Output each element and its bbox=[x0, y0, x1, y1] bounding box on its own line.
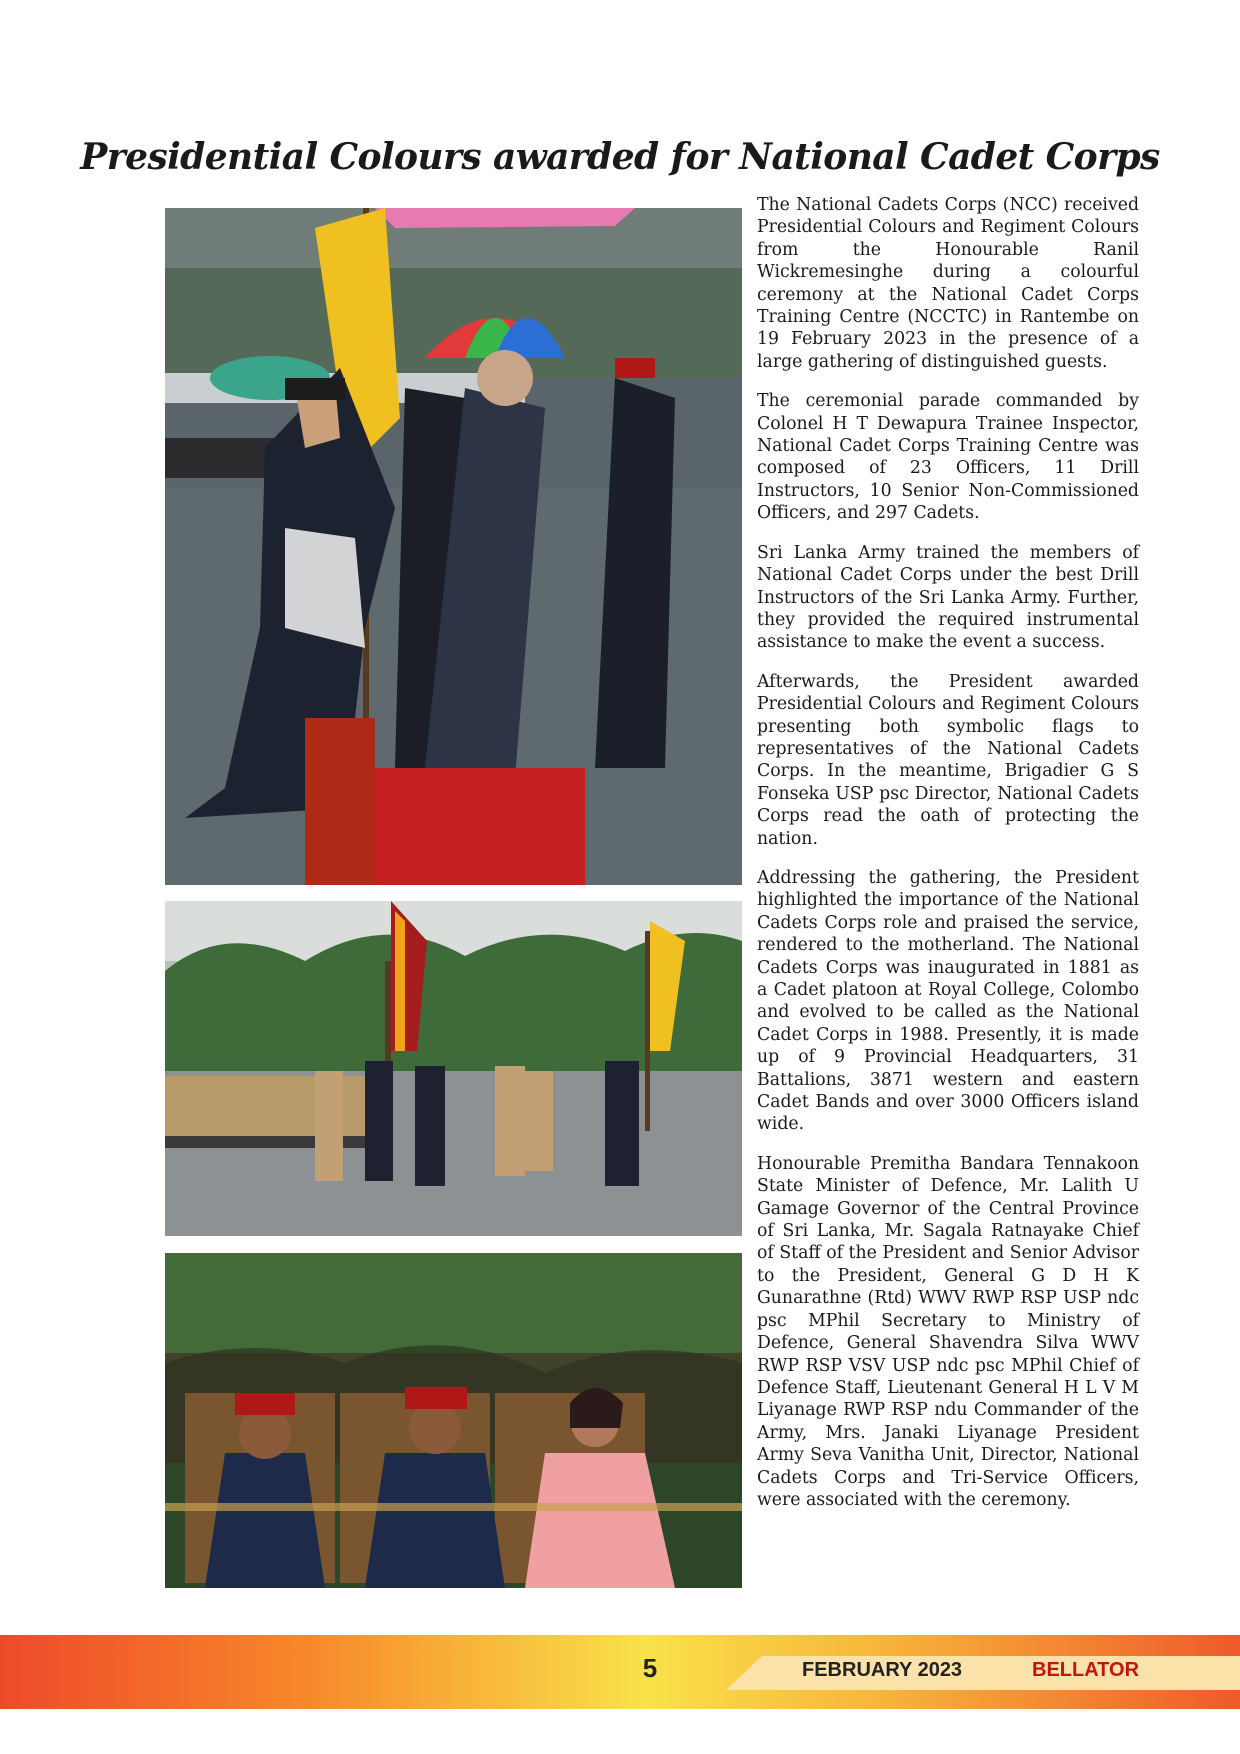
magazine-name: BELLATOR bbox=[1032, 1659, 1140, 1681]
page-footer bbox=[0, 1635, 1240, 1709]
article-paragraph: Addressing the gathering, the President highlighted the importance of the National Cadets Corps role and praised the service, rendered to the motherland. The National Cadets Corps was inaugurated in 1881 as a Cadet platoon at Royal College, Colombo and evolved to be called as the National Cadet Corps in 1988. Presently, it is made up of 9 Provincial Headquarters, 31 Battalions, 3871 western and eastern Cadet Bands and over 3000 Officers island wide. bbox=[757, 867, 1139, 1135]
article-title: Presidential Colours awarded for National Cadet Corps bbox=[80, 136, 1160, 179]
photo-cadets-march bbox=[165, 901, 742, 1236]
article-paragraph: Afterwards, the President awarded Presidential Colours and Regiment Colours presenting both symbolic flags to representatives of the National Cadets Corps. In the meantime, Brigadier G S Fonseka USP psc Director, National Cadets Corps read the oath of protecting the nation. bbox=[757, 671, 1139, 849]
page-number: 5 bbox=[642, 1653, 658, 1683]
article-body bbox=[757, 194, 1139, 1528]
article-paragraph: Honourable Premitha Bandara Tennakoon State Minister of Defence, Mr. Lalith U Gamage Governor of the Central Province of Sri Lanka, Mr. Sagala Ratnayake Chief of Staff of the President and Senior Advisor to the President, General G D H K Gunarathne (Rtd) WWV RWP RSP USP ndc psc MPhil Secretary to Ministry of Defence, General Shavendra Silva WWV RWP RSP VSV USP ndc psc MPhil Chief of Defence Staff, Lieutenant General H L V M Liyanage RWP RSP ndu Commander of the Army, Mrs. Janaki Liyanage President Army Seva Vanitha Unit, Director, National Cadets Corps and Tri-Service Officers, were associated with the ceremony. bbox=[757, 1153, 1139, 1510]
article-paragraph: Sri Lanka Army trained the members of National Cadet Corps under the best Drill Instructors of the Sri Lanka Army. Further, they provided the required instrumental assistance to make the event a success. bbox=[757, 542, 1139, 653]
photo-colours-presentation bbox=[165, 208, 742, 885]
issue-date: FEBRUARY 2023 bbox=[802, 1659, 963, 1681]
article-paragraph: The National Cadets Corps (NCC) received Presidential Colours and Regiment Colours from the Honourable Ranil Wickremesinghe during a colourful ceremony at the National Cadet Corps Training Centre (NCCTC) in Rantembe on 19 February 2023 in the presence of a large gathering of distinguished guests. bbox=[757, 195, 1139, 372]
article-paragraph: The ceremonial parade commanded by Colonel H T Dewapura Trainee Inspector, National Cadet Corps Training Centre was composed of 23 Officers, 11 Drill Instructors, 10 Senior Non-Commissioned Officers, and 297 Cadets. bbox=[757, 391, 1139, 524]
photo-dignitaries-seated bbox=[165, 1253, 742, 1588]
